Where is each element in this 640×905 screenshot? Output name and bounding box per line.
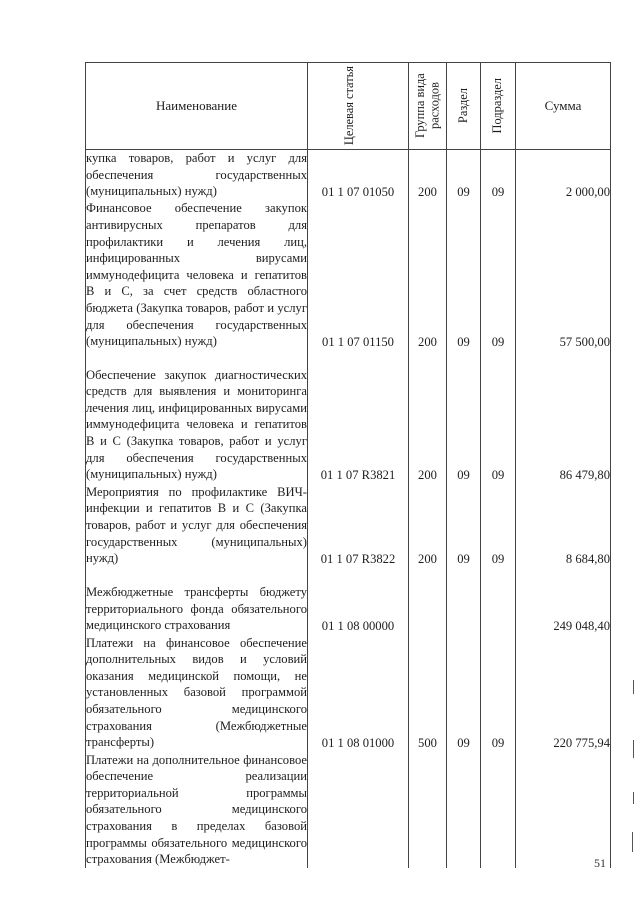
row-target	[308, 751, 409, 868]
row-subsection: 09	[481, 150, 516, 200]
row-amount: 220 775,94	[516, 634, 611, 751]
row-name: Финансовое обеспечение закупок антивирусных препаратов для профилактики и лечения лиц, инфицированных вирусами иммунодефицита человека и гепатитов В и С, за счет средств областного бюджета (Закупка товаров, работ и услуг для обеспечения государственных (муниципальных) нужд)	[86, 201, 307, 349]
table-row	[86, 350, 611, 483]
row-name: Платежи на финансовое обеспечение дополнительных видов и условий оказания медицинской помощи, не установленных базовой программой обязательного медицинского страхования (Межбюджетные трансферты)	[86, 635, 307, 750]
row-section: 09	[447, 634, 481, 751]
row-group: 200	[409, 200, 447, 350]
table-row	[86, 567, 611, 634]
row-amount	[516, 751, 611, 868]
row-subsection: 09	[481, 483, 516, 567]
table-row	[86, 200, 611, 350]
row-target: 01 1 07 R3821	[308, 350, 409, 483]
budget-table	[85, 62, 611, 868]
row-group: 200	[409, 150, 447, 200]
row-amount: 8 684,80	[516, 483, 611, 567]
row-target: 01 1 07 01150	[308, 200, 409, 350]
row-subsection: 09	[481, 350, 516, 483]
table-row	[86, 483, 611, 567]
row-amount: 2 000,00	[516, 150, 611, 200]
scan-artifact	[632, 832, 633, 852]
table-row	[86, 634, 611, 751]
scan-artifact	[633, 792, 634, 804]
row-name: Платежи на дополнительное финансовое обеспечение реализации территориальной программы обязательного медицинского страхования в пределах базовой программы обязательного медицинского страхования (Межбюджет-	[86, 752, 307, 867]
row-name: Обеспечение закупок диагностических средств для выявления и мониторинга лечения лиц, инфицированных вирусами иммунодефицита человека и гепатитов В и С (Закупка товаров, работ и услуг для обеспечения государственных (муниципальных) нужд)	[86, 350, 308, 483]
header-section: Раздел	[447, 63, 481, 150]
row-name: купка товаров, работ и услуг для обеспечения государственных (муниципальных) нужд)	[86, 151, 307, 199]
row-amount: 86 479,80	[516, 350, 611, 483]
row-target: 01 1 07 01050	[308, 150, 409, 200]
scan-artifact	[633, 740, 634, 758]
header-group: Группа вида расходов	[409, 63, 447, 150]
header-subsection: Подраздел	[481, 63, 516, 150]
row-amount: 57 500,00	[516, 200, 611, 350]
row-section: 09	[447, 350, 481, 483]
row-group: 500	[409, 634, 447, 751]
row-subsection	[481, 751, 516, 868]
row-group	[409, 567, 447, 634]
page-number: 51	[594, 856, 606, 870]
row-section: 09	[447, 150, 481, 200]
table-row	[86, 150, 611, 200]
row-group	[409, 751, 447, 868]
row-section: 09	[447, 483, 481, 567]
row-subsection: 09	[481, 634, 516, 751]
row-name: Мероприятия по профилактике ВИЧ-инфекции и гепатитов В и С (Закупка товаров, работ и услуг для обеспечения государственных (муниципальных) нужд)	[86, 483, 308, 567]
row-name: Межбюджетные трансферты бюджету территориального фонда обязательного медицинского страхования	[86, 567, 308, 634]
row-target: 01 1 08 01000	[308, 634, 409, 751]
row-amount: 249 048,40	[516, 567, 611, 634]
row-section: 09	[447, 200, 481, 350]
scan-artifact	[633, 680, 634, 694]
table-row	[86, 751, 611, 868]
row-subsection: 09	[481, 200, 516, 350]
header-name: Наименование	[86, 63, 308, 150]
row-group: 200	[409, 483, 447, 567]
row-section	[447, 751, 481, 868]
header-amount: Сумма	[516, 63, 611, 150]
header-target: Целевая статья	[308, 63, 409, 150]
row-subsection	[481, 567, 516, 634]
table-header-row	[86, 63, 611, 150]
row-target: 01 1 07 R3822	[308, 483, 409, 567]
row-group: 200	[409, 350, 447, 483]
row-target: 01 1 08 00000	[308, 567, 409, 634]
row-section	[447, 567, 481, 634]
